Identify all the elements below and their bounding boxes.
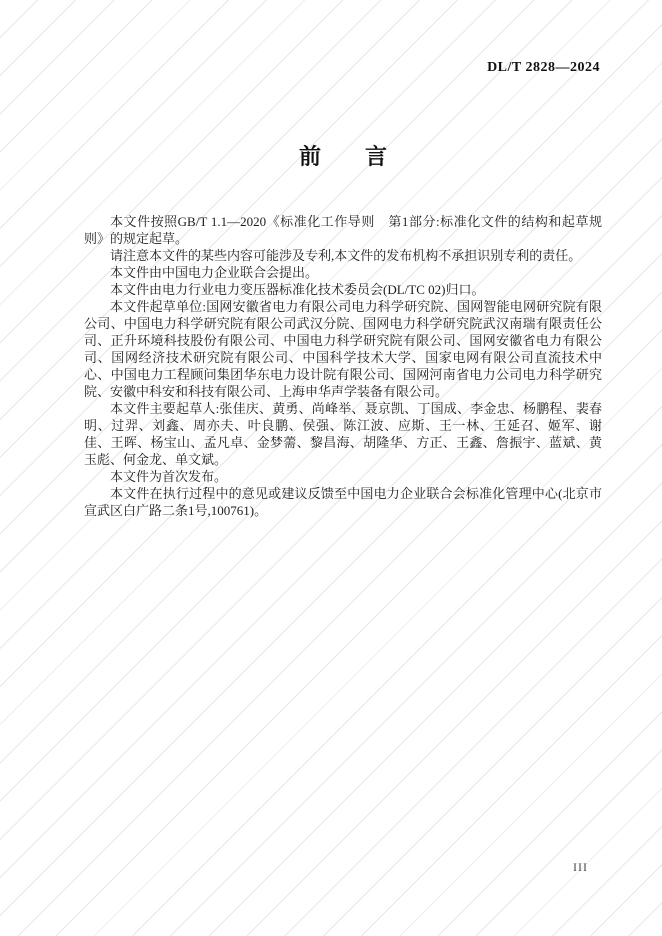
paragraph-feedback: 本文件在执行过程中的意见或建议反馈至中国电力企业联合会标准化管理中心(北京市宣武区白广路二条1号,100761)。 <box>84 486 602 518</box>
foreword-body <box>84 213 602 519</box>
doc-number: DL/T 2828—2024 <box>487 60 600 75</box>
paragraph-proposer: 本文件由中国电力企业联合会提出。 <box>110 265 319 280</box>
paragraph-drafting-orgs: 本文件起草单位:国网安徽省电力有限公司电力科学研究院、国网智能电网研究院有限公司、中国电力科学研究院有限公司武汉分院、国网电力科学研究院武汉南瑞有限责任公司、正升环境科技股份有限公司、中国电力科学研究院有限公司、国网安徽省电力有限公司、国网经济技术研究院有限公司、中国科学技术大学、国家电网有限公司直流技术中心、中国电力工程顾问集团华东电力设计院有限公司、国网河南省电力公司电力科学研究院、安徽中科安和科技有限公司、上海申华声学装备有限公司。 <box>84 299 602 399</box>
page-title: 前 言 <box>298 144 387 169</box>
page-number: III <box>573 860 588 874</box>
paragraph-patent: 请注意本文件的某些内容可能涉及专利,本文件的发布机构不承担识别专利的责任。 <box>110 248 582 263</box>
paragraph-basis: 本文件按照GB/T 1.1—2020《标准化工作导则 第1部分:标准化文件的结构和起草规则》的规定起草。 <box>84 214 602 246</box>
paragraph-committee: 本文件由电力行业电力变压器标准化技术委员会(DL/TC 02)归口。 <box>110 282 485 297</box>
paragraph-first-issue: 本文件为首次发布。 <box>110 469 228 484</box>
paragraph-drafters: 本文件主要起草人:张佳庆、黄勇、尚峰举、聂京凯、丁国成、李金忠、杨鹏程、裴春明、过羿、刘鑫、周亦夫、叶良鹏、侯强、陈江波、应斯、王一林、王延召、姬军、谢佳、王晖、杨宝山、孟凡卓、金梦薷、黎昌海、胡隆华、方正、王鑫、詹振宇、蓝斌、黄玉彪、何金龙、单文斌。 <box>84 401 602 467</box>
